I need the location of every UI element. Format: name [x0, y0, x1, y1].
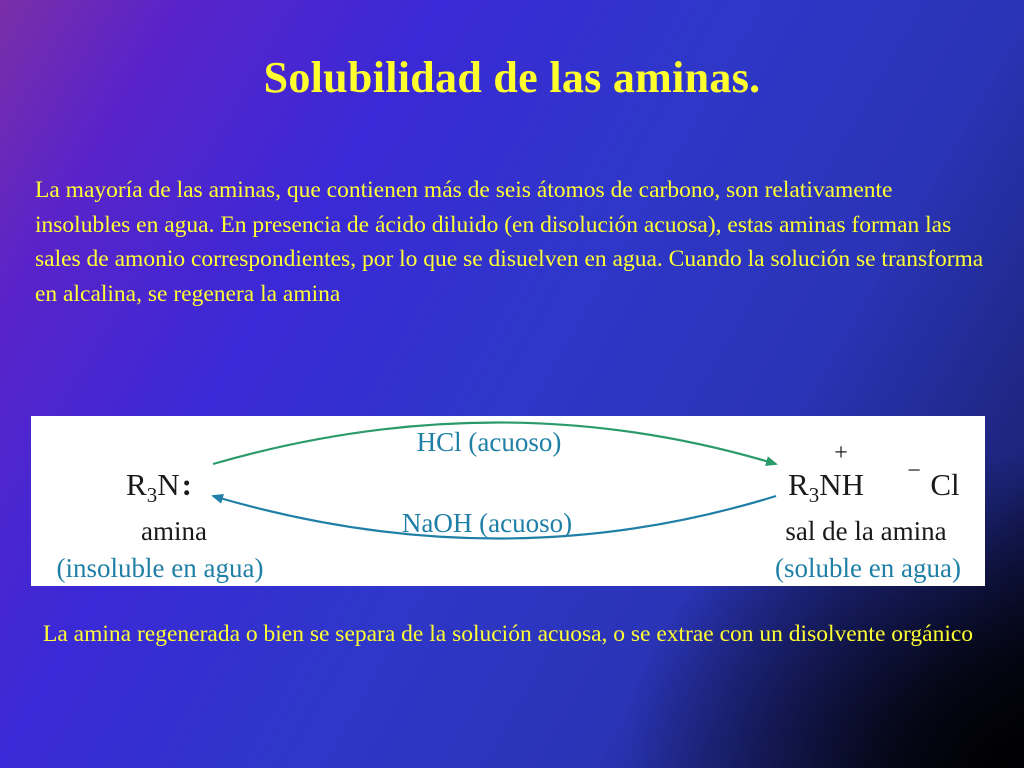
amine-name: amina: [141, 516, 207, 546]
amine-solubility: (insoluble en agua): [56, 553, 264, 583]
closing-paragraph: La amina regenerada o bien se separa de la solución acuosa, o se extrae con un disolvente orgánico: [43, 621, 974, 647]
salt-charge-plus: +: [834, 440, 848, 466]
reaction-svg: [31, 416, 985, 586]
salt-name: sal de la amina: [785, 516, 947, 546]
forward-reagent-label: HCl (acuoso): [416, 427, 562, 457]
reaction-diagram: [31, 416, 985, 586]
salt-counter-ion: Cl: [930, 467, 960, 502]
amine-formula: $R_3N$:: [126, 467, 192, 507]
reverse-reagent-label: NaOH (acuoso): [401, 508, 573, 538]
slide-title: Solubilidad de las aminas.: [263, 53, 761, 102]
salt-formula: $R_3NH$: [788, 467, 864, 507]
intro-paragraph: La mayoría de las aminas, que contienen más de seis átomos de carbono, son relativamente insolubles en agua. En presencia de ácido diluido (en disolución acuosa), estas aminas forman las sales de amonio correspondientes, por lo que se disuelven en agua. Cuando la solución se transforma en alcalina, se regenera la amina: [35, 177, 984, 307]
salt-solubility: (soluble en agua): [775, 553, 961, 583]
salt-charge-minus: −: [907, 458, 921, 484]
